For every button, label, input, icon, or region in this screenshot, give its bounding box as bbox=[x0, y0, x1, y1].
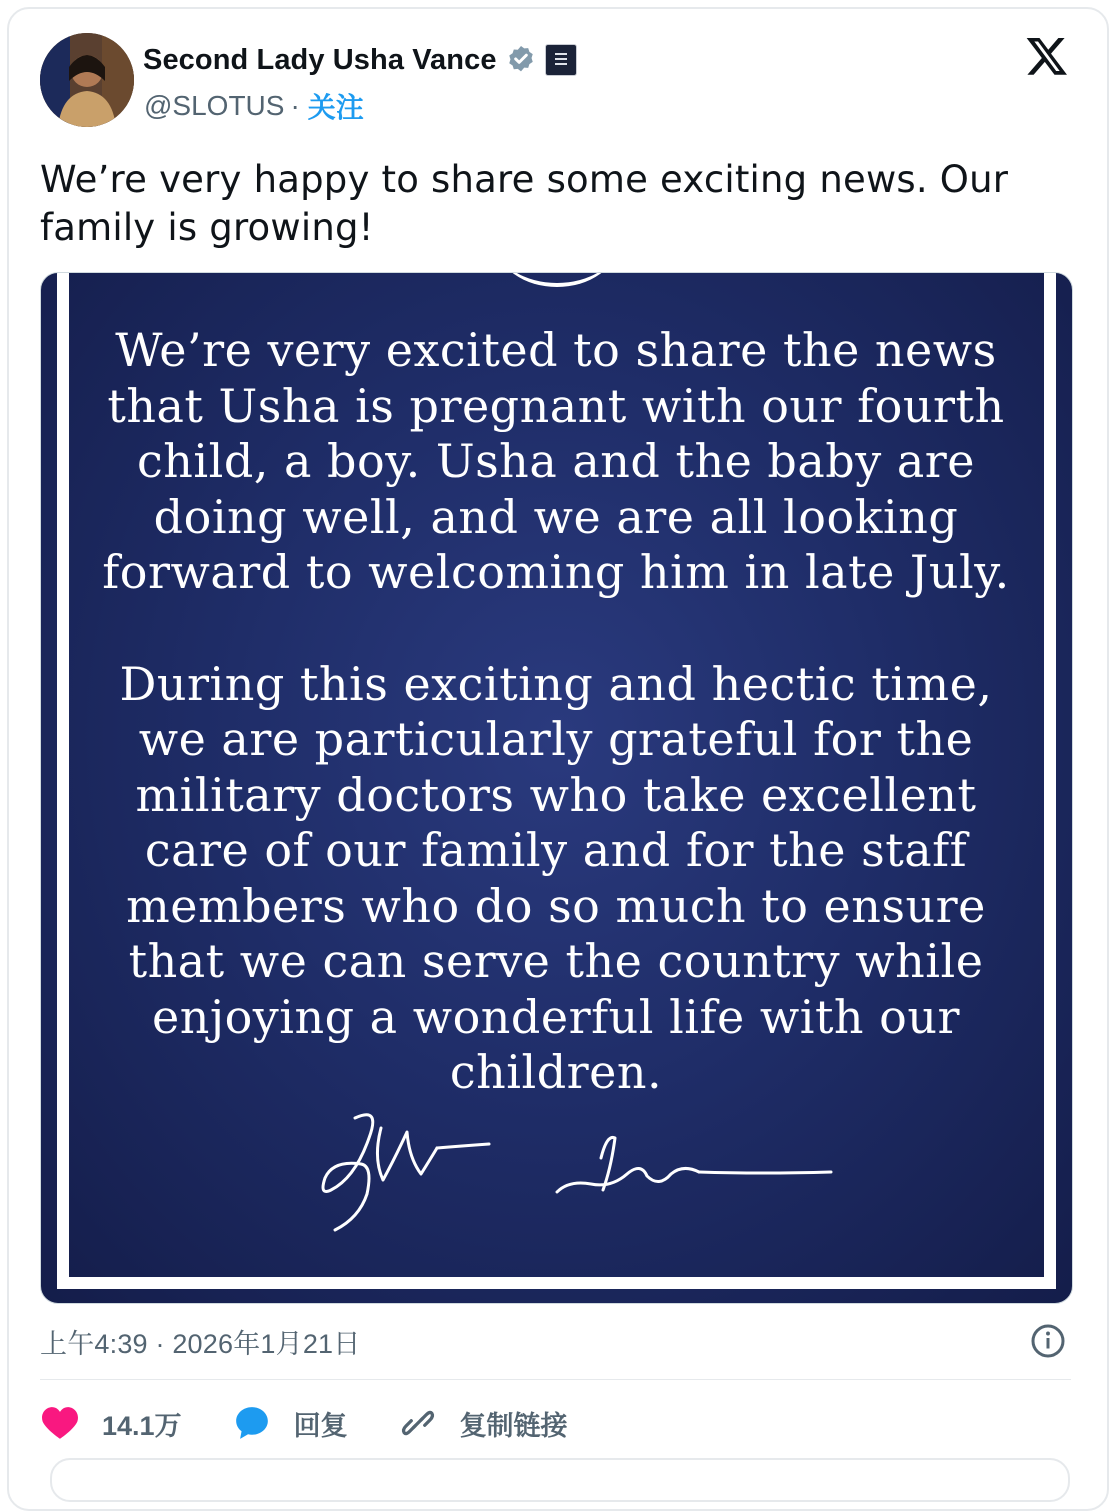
author-row bbox=[143, 40, 577, 80]
copy-link-button[interactable] bbox=[398, 1403, 568, 1443]
tweet-actions bbox=[40, 1400, 618, 1446]
signatures bbox=[311, 1098, 851, 1238]
x-logo-icon[interactable] bbox=[1024, 34, 1070, 78]
seal-arc bbox=[497, 272, 617, 287]
avatar[interactable] bbox=[40, 33, 134, 127]
author-handle[interactable]: @SLOTUS bbox=[144, 90, 285, 121]
divider bbox=[40, 1379, 1071, 1380]
affiliation-badge-icon[interactable] bbox=[545, 44, 577, 76]
handle-row bbox=[144, 86, 364, 126]
info-icon[interactable] bbox=[1030, 1323, 1066, 1359]
tweet-media-image[interactable] bbox=[40, 272, 1073, 1304]
reply-box-edge bbox=[50, 1458, 1070, 1502]
handle-separator: · bbox=[290, 90, 300, 121]
link-icon bbox=[398, 1403, 438, 1443]
reply-button[interactable] bbox=[232, 1403, 348, 1443]
like-button[interactable] bbox=[40, 1403, 182, 1443]
copy-link-label: 复制链接 bbox=[459, 1410, 568, 1441]
statement-text bbox=[81, 323, 1031, 1157]
like-count: 14.1万 bbox=[102, 1410, 182, 1441]
tweet-timestamp[interactable]: 上午4:39 · 2026年1月21日 bbox=[40, 1329, 361, 1359]
reply-icon bbox=[232, 1403, 272, 1443]
heart-icon bbox=[40, 1403, 80, 1443]
frame-bottom-border bbox=[57, 1277, 1056, 1289]
verified-badge-icon bbox=[505, 44, 537, 76]
tweet-text: We’re very happy to share some exciting news. Our family is growing! bbox=[40, 158, 1009, 249]
statement-paragraph-2: During this exciting and hectic time, we are particularly grateful for the military doctors who take excellent care of our family and for the staff members who do so much to ensure that we can serve the country while enjoying a wonderful life with our children. bbox=[119, 656, 993, 1099]
author-name[interactable]: Second Lady Usha Vance bbox=[143, 43, 497, 76]
reply-label: 回复 bbox=[293, 1410, 348, 1441]
statement-paragraph-1: We’re very excited to share the news that Usha is pregnant with our fourth child, a boy. Usha and the baby are doing well, and we are all looking forward to welcoming him in late July. bbox=[102, 323, 1010, 599]
follow-button[interactable]: 关注 bbox=[307, 92, 364, 123]
frame-right-border bbox=[1044, 273, 1056, 1289]
frame-left-border bbox=[57, 273, 69, 1289]
